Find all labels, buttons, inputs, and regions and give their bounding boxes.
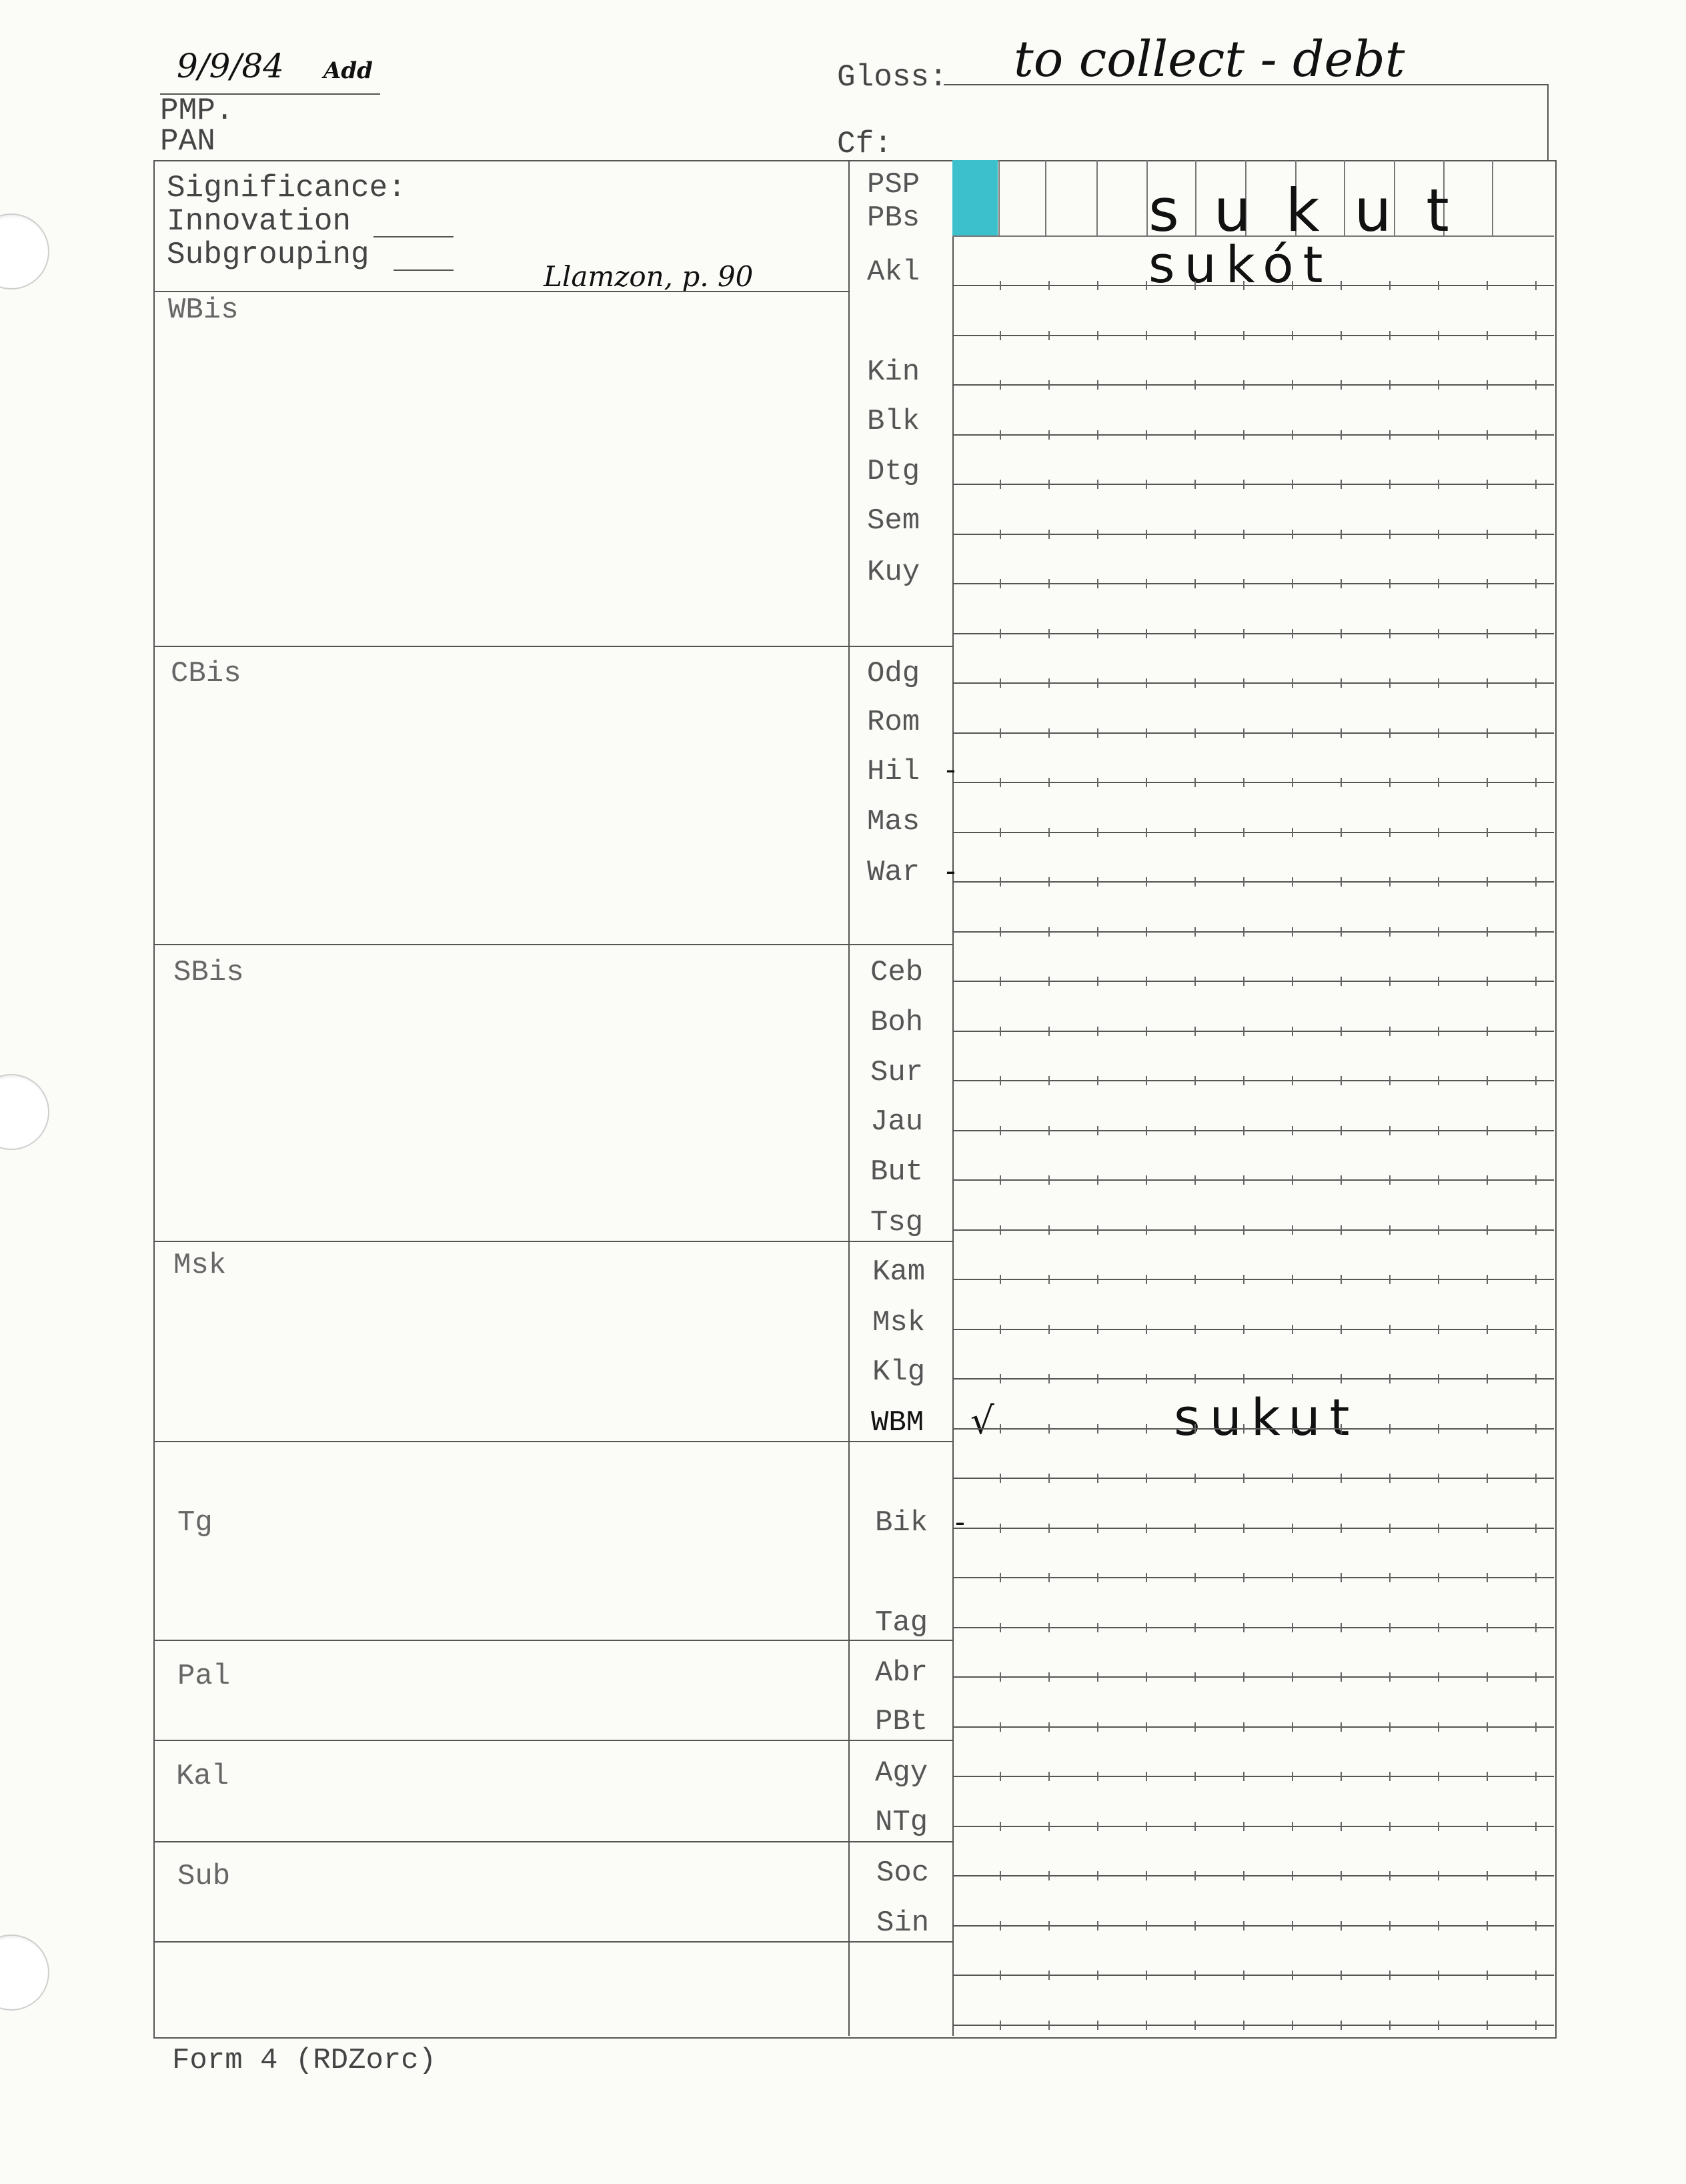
form-frame — [153, 160, 1557, 2039]
reference-note: Llamzon, p. 90 — [544, 260, 754, 293]
subgrouping-blank — [393, 269, 454, 271]
section-divider-1 — [153, 646, 952, 647]
lang-klg: Klg — [872, 1355, 926, 1389]
section-divider-8 — [153, 1941, 952, 1943]
gloss-underline — [944, 84, 1547, 85]
lang-abr: Abr — [875, 1656, 928, 1690]
lang-but: But — [870, 1155, 924, 1189]
subgrouping-label: Subgrouping — [167, 237, 369, 272]
section-divider-7 — [153, 1841, 952, 1842]
pmp-label: PMP. — [160, 93, 234, 128]
lang-soc: Soc — [876, 1856, 930, 1890]
lang-pbt: PBt — [875, 1705, 928, 1738]
left-column-divider — [848, 160, 850, 2036]
innovation-label: Innovation — [167, 204, 351, 239]
lang-kam: Kam — [872, 1255, 926, 1289]
wbm-form: sukut — [1174, 1388, 1359, 1447]
lang-mas: Mas — [867, 805, 920, 839]
punch-hole-top — [0, 213, 49, 290]
section-divider-4 — [153, 1441, 952, 1442]
lang-odg: Odg — [867, 657, 920, 690]
pbs-form: s u k u t — [1148, 176, 1457, 245]
lang-sur: Sur — [870, 1056, 924, 1089]
wbm-check: √ — [970, 1400, 994, 1443]
cf-label: Cf: — [837, 127, 892, 161]
lang-blk: Blk — [867, 405, 920, 438]
section-pal: Pal — [177, 1660, 231, 1693]
section-tg: Tg — [177, 1506, 213, 1540]
lang-agy: Agy — [875, 1756, 928, 1790]
section-wbis: WBis — [168, 294, 239, 327]
date-note: 9/9/84 — [177, 47, 284, 85]
footer-form-label: Form 4 (RDZorc) — [172, 2044, 437, 2077]
section-divider-2 — [153, 944, 952, 945]
section-sbis: SBis — [173, 956, 244, 989]
section-cbis: CBis — [171, 657, 241, 690]
hil-mark: - — [946, 752, 956, 786]
lang-wbm: WBM — [871, 1406, 924, 1440]
innovation-blank — [373, 236, 454, 237]
lang-tsg: Tsg — [870, 1206, 924, 1239]
section-divider-6 — [153, 1740, 952, 1741]
lang-psp: PSP — [867, 168, 920, 201]
lang-kuy: Kuy — [867, 556, 920, 589]
gloss-value: to collect - debt — [1014, 31, 1405, 88]
lang-pbs: PBs — [867, 201, 920, 235]
lang-ceb: Ceb — [870, 956, 924, 989]
section-sub: Sub — [177, 1860, 231, 1893]
lang-bik: Bik — [875, 1506, 928, 1540]
war-mark: - — [946, 854, 956, 888]
section-kal: Kal — [176, 1760, 229, 1793]
gloss-right-edge — [1547, 84, 1549, 161]
lang-rom: Rom — [867, 706, 920, 739]
lang-tag: Tag — [875, 1606, 928, 1640]
section-msk: Msk — [173, 1249, 227, 1282]
lang-msk: Msk — [872, 1306, 926, 1339]
lang-sem: Sem — [867, 504, 920, 538]
pan-label: PAN — [160, 124, 215, 159]
section-divider-5 — [153, 1640, 952, 1641]
lang-ntg: NTg — [875, 1806, 928, 1839]
punch-hole-bottom — [0, 1935, 49, 2011]
section-divider-3 — [153, 1241, 952, 1242]
lang-kin: Kin — [867, 356, 920, 389]
lang-akl: Akl — [867, 255, 920, 289]
lang-war: War — [867, 856, 920, 889]
lang-boh: Boh — [870, 1006, 924, 1039]
lang-hil: Hil — [867, 755, 920, 788]
akl-form: sukót — [1148, 235, 1333, 294]
grid-left-border — [952, 160, 954, 2036]
gloss-label: Gloss: — [837, 60, 948, 95]
significance-title: Significance: — [167, 171, 406, 205]
lang-jau: Jau — [870, 1105, 924, 1139]
lang-sin: Sin — [876, 1906, 930, 1940]
psp-highlight-cell — [952, 160, 998, 236]
bik-mark: - — [955, 1505, 965, 1539]
significance-bottom-rule — [153, 291, 848, 292]
date-add-note: Add — [323, 57, 373, 84]
punch-hole-middle — [0, 1074, 49, 1150]
lang-dtg: Dtg — [867, 455, 920, 488]
